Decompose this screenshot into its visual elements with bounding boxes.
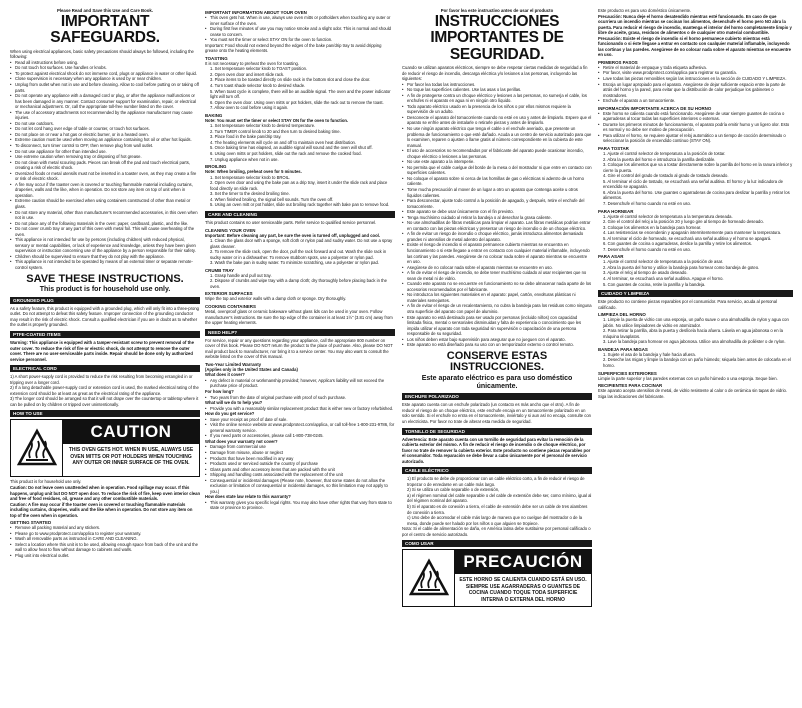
- how-to-use-heading: HOW TO USE: [10, 410, 200, 417]
- safeguard-item: • Oversized foods or metal utensils must not be inserted in a toaster oven, as they may create a fire or risk of electric shock.: [10, 171, 200, 182]
- containers-paragraph: Metal, ovenproof glass or ceramic bakeware without glass lids can be used in your oven. Follow manufacturer's instructions. Be sure the top edge of the container is at least 1½" (3.81 cm) away from the upper heating elements.: [205, 308, 393, 326]
- safeguard-item: • Children should be supervised to ensure that they do not play with the appliance.: [10, 254, 200, 260]
- save-instructions-title: SAVE THESE INSTRUCTIONS.: [26, 272, 184, 285]
- warranty-title: Two-Year Limited Warranty: [205, 361, 262, 367]
- toasting-step: 2. Open oven door and insert slide rack.: [210, 71, 285, 77]
- baking-step: 1. Set temperature selector knob to desired temperature.: [210, 123, 316, 129]
- warranty-question: What will we do to help you?: [205, 400, 263, 406]
- getting-started-title: GETTING STARTED: [10, 520, 52, 526]
- spanish-read-note: Por favor lea este instructivo antes de usar el producto: [440, 8, 554, 13]
- toasting-title: TOASTING: [205, 55, 228, 61]
- spanish-clean-step: 1. Limpie la puerta de vidrio con una esponja, un paño suave o una almohadilla de nylon y agua con jabón. No utilice limpiadores de vidrio en atomizador.: [603, 317, 789, 328]
- baking-step: 7. Unplug appliance when not in use.: [210, 156, 279, 162]
- toasting-step: 6. Open the oven door. Using oven mitts or pot holders, slide the rack out to remove the toast.: [210, 99, 384, 105]
- spanish-safeguards-column: [402, 8, 592, 703]
- spanish-broil-step: 2. Abra la puerta del horno y utilice la bandeja para hornear como bandeja de goteo.: [603, 264, 760, 270]
- safeguard-item: • Extreme caution should be exercised when using containers constructed of other than metal or glass.: [10, 198, 200, 209]
- containers-title: COOKING CONTAINERS: [205, 303, 256, 309]
- spanish-first-step: • Retire el material de empaque y toda etiqueta adhesiva.: [598, 65, 793, 71]
- toasting-step: 3. Place items to be toasted directly on slide rack in the bottom slot and close the door.: [210, 77, 371, 83]
- baking-step: 2. Turn TIMER control knob to 20 and then turn to desired baking time.: [210, 128, 341, 134]
- spanish-safeguard-item: • Para desconectar, ajuste todo control a la posición de apagado, y después, retire el enchufe del tomacorriente.: [402, 198, 592, 209]
- warranty-exclusion: • Products that have been modified in any way: [205, 456, 395, 462]
- spanish-first-step: • Enchufe el aparato a un tomacorriente.: [598, 98, 793, 104]
- spanish-tray-step: 1. Sujete el asa de la bandeja y hale hacia afuera.: [603, 351, 696, 357]
- crumb-tray-step: 1. Grasp handle and pull out tray.: [210, 272, 272, 278]
- spanish-broil-step: 4. Al terminar, se escuchará una señal auditiva. Apague el horno.: [603, 275, 724, 281]
- baking-steps: [205, 123, 395, 162]
- cleaning-step: 1. Clean the glass door with a sponge, soft cloth or nylon pad and sudsy water. Do not use a spray glass cleaner.: [210, 238, 393, 249]
- spanish-first-step: • Escoja un lugar apropiado para el aparato. Asegúrese de dejar suficiente espacio entre la parte de atrás del horno y la pared, para evitar que la distribución de calor perjudique los gabinetes o mostradores.: [598, 82, 793, 99]
- safeguards-title: IMPORTANT SAFEGUARDS.: [50, 13, 160, 47]
- cord-text-1: 1) A short power-supply cord is provided to reduce the risk resulting from becoming entangled in or tripping over a longer cord.: [10, 374, 193, 385]
- important-info-paragraph: Important: Food should not extend beyond the edges of the bake pan/drip tray to avoid dripping grease onto the heating elements.: [205, 42, 382, 54]
- spanish-cord-step: c) Uno debe de acomodar el cable más largo de manera que no cuelgue del mostrador o de la mesa, donde puede ser halado por los niños o que alguien se tropiece.: [407, 515, 583, 526]
- safeguard-item: • Do not use outdoors.: [10, 121, 200, 127]
- spanish-safeguard-item: • Desconecte el aparato del tomacorriente cuando no esté en uso y antes de limpiarlo. Espere que el aparato se enfríe antes de instalarle o retirarle piezas y antes de limpiarlo.: [402, 115, 592, 126]
- spanish-tray-title: BANDEJA PARA MIGAS: [598, 346, 648, 352]
- toasting-step: 5. When toast cycle is complete, there will be an audible signal. The oven and the power indicator light will turn off.: [210, 88, 391, 100]
- spanish-household-line: Este producto es para uso doméstico únicamente.: [598, 8, 692, 13]
- important-info-item: • This oven gets hot. When in use, always use oven mitts or potholders when touching any outer or inner surface of the oven.: [205, 15, 395, 26]
- cleaning-steps: [205, 238, 395, 266]
- spanish-safeguard-item: • Asegúrese de no colocar nada sobre el aparato mientras se encuentre en uso.: [402, 265, 592, 271]
- spanish-info-item: • Durante los primeros minutos de funcionamiento, el aparato podría emitir humo y un ligero olor. Esto es normal y no debe ser motivo de preocupación.: [598, 122, 793, 133]
- spanish-tray-step: 2. Deseche las migas y limpie la bandeja con un paño húmedo; séquela bien antes de colocarla en el horno.: [603, 357, 791, 368]
- spanish-cord-heading: CABLE ELÉCTRICO: [402, 467, 592, 474]
- safeguard-item: • Do not place on or near a hot gas or electric burner, or in a heated oven.: [10, 132, 200, 138]
- important-info-item: • During first few minutes of use you may notice smoke and a slight odor. This is normal and should cease to concern.: [205, 26, 395, 37]
- spanish-safeguard-item: • Tenga muchísimo cuidado al retirar la bandeja o al desechar la grasa caliente.: [402, 215, 592, 221]
- cleaning-step: 3. Wash the bake pan in sudsy water. To minimize scratching, use a polyester or nylon pad.: [210, 260, 379, 266]
- grounded-plug-text: As a safety feature, this product is equipped with a grounded plug, which will only fit into a three-prong outlet. Do not attempt to defeat this safety feature. Improper connection of the grounding conductor may result in the risk of electric shock. Consult a qualified electrician if you are in doubt as to whether the outlet is properly grounded.: [10, 305, 200, 328]
- warranty-answer: • Two years from the date of original purchase with proof of such purchase.: [205, 395, 395, 401]
- english-usage-column: [205, 8, 395, 703]
- spanish-toast-step: 2. Abra la puerta del horno e introduzca la parrilla deslizable.: [603, 156, 716, 162]
- spanish-safeguards-list: [402, 82, 592, 348]
- broiling-step: 2. Open oven door and using the bake pan as a drip tray, insert it under the slide rack and place food directly on slide rack.: [210, 180, 388, 191]
- spanish-plug-heading: ENCHUFE POLARIZADO: [402, 393, 592, 400]
- spanish-safeguard-item: • A fin de protegerse contra un choque eléctrico y lesiones a las personas, no sumerja el cable, los enchufes ni el aparato en agua ni en ningún otro líquido.: [402, 93, 592, 104]
- read-note: Please Read and Save this Use and Care Book.: [56, 8, 153, 13]
- spanish-bake-step: 3. Coloque los alimentos en la bandeja para hornear.: [603, 224, 702, 230]
- warranty-question: What does it cover?: [205, 372, 245, 378]
- spanish-cord-steps: [402, 476, 592, 526]
- spanish-broil-step: 3. Ajuste el reloj al tiempo de asado deseado.: [603, 270, 688, 276]
- spanish-info-item: • Este horno se calienta cuando está funcionando. Asegúrese de usar siempre guantes de cocina o agarraderas al tocar todas las superficies interiores o externas.: [598, 111, 793, 122]
- safeguard-item: • The use of accessory attachments not recommended by the appliance manufacturer may cause injuries.: [10, 110, 200, 121]
- broiling-step: 5. Using an oven mitt or pot holder, slide out broiling rack together with bake pan to remove food.: [210, 202, 390, 208]
- cord-text-3: 3) The longer cord should be arranged so that it will not drape over the countertop or tabletop where it can be pulled on by children or tripped over unintentionally.: [10, 396, 199, 407]
- warranty-answer: • This warranty gives you specific legal rights. You may also have other rights that vary from state to state or province to province.: [205, 500, 395, 511]
- cleaning-title: CLEANING YOUR OVEN: [205, 227, 256, 233]
- spanish-caution-title: PRECAUCIÓN: [455, 550, 591, 574]
- english-safeguards-column: [10, 8, 200, 703]
- need-help-heading: NEED HELP?: [205, 329, 395, 336]
- broiling-step: 1. Set temperature selector knob to BROIL.: [210, 174, 291, 180]
- electrical-cord-heading: ELECTRICAL CORD: [10, 365, 200, 372]
- spanish-containers-paragraph: Este aparato acepta utensilios de metal, de vidrio resistente al calor o de cerámica sin tapas de vidrio. Siga las indicaciones del fabricante.: [598, 388, 788, 399]
- baking-step: 5. Once baking time has elapsed, an audible signal will sound and the oven will shut off.: [210, 145, 373, 151]
- warranty-answer: • Any defect in material or workmanship provided; however, Applica's liability will not exceed the purchase price of product.: [205, 378, 395, 389]
- spanish-caution-box: [402, 549, 592, 607]
- warranty-exclusion: • Damage from misuse, abuse or neglect: [205, 450, 395, 456]
- care-cleaning-heading: CARE AND CLEANING: [205, 211, 395, 218]
- spanish-clean-title: LIMPIEZA DEL HORNO: [598, 312, 646, 318]
- getting-started-item: • Select a location where this unit is to be used, allowing enough space from back of the unit and the wall to allow heat to flow without damage to cabinets and walls.: [10, 542, 200, 553]
- spanish-safeguard-item: • A fin de evitar el riesgo de un recalentamiento, no cubra la bandeja para los residuos como ninguna otra superficie del aparato con papel de aluminio.: [402, 303, 592, 314]
- caution-paragraph-2: Caution: A fire may occur if the toaster oven is covered or touching flammable materials including curtains, draperies, walls and the like when in operation. Do not store any item on top of the oven when in operation.: [10, 501, 193, 518]
- warranty-exclusion: • Damage from commercial use: [205, 444, 395, 450]
- spanish-first-steps-title: PRIMEROS PASOS: [598, 59, 638, 65]
- warranty-exclusion: • Glass parts and other accessory items that are packed with the unit: [205, 467, 395, 473]
- warranty-service-item: • If you need parts or accessories, please call 1-800-738-0245.: [205, 433, 395, 439]
- spanish-bake-step: 5. Al terminar el ciclo de horneado, se escuchará una señal auditiva y el horno se apagará.: [603, 235, 772, 241]
- spanish-care-paragraph: Este producto no contiene piezas reparables por el consumidor. Para servicio, acuda al personal calificado.: [598, 299, 778, 310]
- safeguard-item: • This appliance is not intended for use by persons (including children) with reduced physical, sensory or mental capabilities, or lack of experience and knowledge, unless they have been given supervision or instruction concerning use of the appliance by a person responsible for their safety.: [10, 237, 200, 254]
- toasting-paragraph: It is not necessary to preheat the oven for toasting.: [205, 60, 300, 66]
- ptfe-text: Warning: This appliance is equipped with a tamper-resistant screw to prevent removal of the outer cover. To reduce the risk of fire or electric shock, do not attempt to remove the outer cover. There are no user-serviceable parts inside. Repair should be done only by authorized service personnel.: [10, 339, 194, 362]
- spanish-safeguard-item: • No introduzca los siguientes materiales en el aparato: papel, cartón, envolturas plásticas ni materiales semejantes.: [402, 292, 592, 303]
- spanish-exterior-paragraph: Limpie la parte superior y las paredes externas con un paño húmedo o una esponja. Seque bien.: [598, 375, 778, 381]
- spanish-exterior-title: SUPERFICIES EXTERIORES: [598, 370, 657, 376]
- spanish-cord-note: Nota: Si el cable de alimentación se daña, en América latina debe sustituirse por personal calificado o por el centro de servicio autorizado.: [402, 526, 591, 537]
- spanish-howto-heading: COMO USAR: [402, 540, 592, 547]
- baking-title: BAKING: [205, 112, 223, 118]
- spanish-containers-title: RECIPIENTES PARA COCINAR: [598, 383, 663, 389]
- safeguard-item: • A fire may occur if the toaster oven is covered or touching flammable material including curtains, draperies, walls and the like, when in operation. Do not store any item on top of unit when in operation.: [10, 182, 200, 199]
- howto-household: This product is for household use only.: [10, 479, 82, 485]
- warranty-exclusion: • Consequential or incidental damages (Please note, however, that some states do not allow the exclusion or limitation of consequential or incidental damages, so this limitation may not apply to you.): [205, 478, 395, 495]
- spanish-cord-step: a) el régimen nominal del cable separable o del cable de extensión debe ser, como mínimo, igual al del régimen nominal del aparato.: [407, 492, 592, 504]
- spanish-first-step: • Por favor, visite www.prodprotect.com/applica para registrar su garantía.: [598, 70, 793, 76]
- cleaning-paragraph: Important: Before cleaning any part, be sure the oven is turned off, unplugged and cool.: [205, 232, 380, 238]
- spanish-safeguard-item: • Por favor lea todas las instrucciones.: [402, 82, 592, 88]
- spanish-bake-step: 6. Con guantes de cocina o agarraderas, deslice la parrilla y retire los alimentos.: [603, 241, 752, 247]
- ptfe-heading: PTFE-COATED ITEMS: [10, 331, 200, 338]
- safeguard-item: • To disconnect, turn timer control to OFF, then remove plug from wall outlet.: [10, 143, 200, 149]
- warranty-exclusion: • Shipping and handling costs associated with the replacement of the unit: [205, 472, 395, 478]
- spanish-safeguard-item: • Todo aparato eléctrico usado en la presencia de los niños o por ellos mismos requiere la supervisión de un adulto.: [402, 104, 592, 115]
- safeguard-item: • Do not clean with metal scouring pads. Pieces can break off the pad and touch electrical parts, creating a risk of electric shock.: [10, 160, 200, 171]
- broiling-steps: [205, 175, 395, 208]
- warranty-service-item: • Save your receipt as proof of date of sale.: [205, 417, 395, 423]
- toasting-step: 4. Turn toast shade selector knob to desired shade.: [210, 83, 306, 89]
- spanish-cord-step: 1) El producto se debe de proporcionar con un cable eléctrico corto, a fin de reducir el riesgo de tropezar o de enredarse en un cable más largo.: [407, 476, 585, 487]
- safeguard-item: • Unplug from outlet when not in use and before cleaning. Allow to cool before putting on or taking off parts.: [10, 82, 200, 93]
- spanish-cord-step: 2) Si se utiliza un cable separable o de extensión,: [407, 487, 500, 493]
- broiling-note: Note: When broiling, preheat oven for 5 minutes.: [205, 169, 302, 175]
- spanish-cord-step: b) Si el aparato es de conexión a tierra, el cable de extensión debe ser un cable de tres alambres de conexión a tierra.: [407, 503, 588, 515]
- safeguard-item: • This appliance is not intended to be operated by means of an external timer or separate remote-control system.: [10, 259, 200, 270]
- hot-surface-icon: [403, 550, 455, 606]
- exterior-paragraph: Wipe the top and exterior walls with a damp cloth or sponge. Dry thoroughly.: [205, 296, 347, 302]
- spanish-safeguard-item: • No coloque el aparato sobre ni cerca de las hornillas de gas o eléctricas ni adentro de un horno caliente.: [402, 176, 592, 187]
- warranty-answer: • Provide you with a reasonably similar replacement product that is either new or factory refurbished.: [205, 406, 395, 412]
- warranty-service-item: • Visit the online service website at www.prodprotect.com/applica, or call toll-free 1-800-231-9786, for general warranty service.: [205, 422, 395, 433]
- spanish-safeguard-item: • No use almohadillas de fibras metálicas para limpiar el aparato. Las fibras metálicas podrían entrar en contacto con las piezas eléctricas y presentar un riesgo de incendio o de un choque eléctrico.: [402, 220, 592, 231]
- safeguard-item: • Do not let cord hang over edge of table or counter, or touch hot surfaces.: [10, 126, 200, 132]
- safeguard-item: • Do not store any material, other than manufacturer's recommended accessories, in this oven when not in use.: [10, 210, 200, 221]
- spanish-safeguard-item: • Cuando este aparato no se encuentre en funcionamiento no se debe almacenar nada aparte de los accesorios recomendados por el fabricante.: [402, 281, 592, 292]
- household-use-note: This product is for household use only.: [39, 286, 171, 294]
- spanish-safeguard-item: • No permita que el cable cuelgue del borde de la mesa o del mostrador ni que entre en contacto con superficies calientes.: [402, 165, 592, 176]
- toasting-step: 1. Set temperature selector knob to TOAST position.: [210, 66, 308, 72]
- spanish-safeguard-item: • Los niños deben estar bajo supervisión para asegurar que no jueguen con el aparato.: [402, 337, 592, 343]
- getting-started-item: • Please go to www.prodprotect.com/applica to register your warranty.: [10, 531, 200, 537]
- crumb-tray-title: CRUMB TRAY: [205, 267, 235, 273]
- safeguard-item: • Do not touch hot surfaces. Use handles or knobs.: [10, 65, 200, 71]
- baking-step: 6. Using oven mitts or pot holders, slide out the rack and remove the cooked food.: [210, 151, 362, 157]
- spanish-safeguard-item: • El uso de accesorios no recomendados por el fabricante del aparato puede ocasionar incendio, choque eléctrico o lesiones a las personas.: [402, 148, 592, 159]
- warranty-question: What does your warranty not cover?: [205, 438, 278, 444]
- spanish-plug-text: Este aparato cuenta con un enchufe polarizado (un contacto es más ancho que el otro). A fin de reducir el riesgo de un choque eléctrico, este enchufe encaja en un tomacorriente polarizado en un solo sentido. Si el enchufe no entra en el tomacorriente, inviértalo y si aun así no encaja, consulte con un electricista. Por favor no trate de alterar esta medida de seguridad.: [402, 402, 592, 424]
- warranty-question: For how long?: [205, 388, 234, 394]
- warranty-question: How does state law relate to this warranty?: [205, 494, 291, 500]
- spanish-safeguard-item: • Existe el riesgo de incendio si el aparato permanece cubierto mientras se encuentra en funcionamiento o si este llegase a entrar en contacto con cualquier material inflamable, incluyendo las cortinas y las paredes. Asegúrese de no colocar nada sobre el aparato mientras se encuentre en uso.: [402, 242, 592, 264]
- spanish-bake-step: 1. Ajuste el control selector de temperatura a la temperatura deseada.: [603, 213, 733, 219]
- crumb-tray-step: 2. Dispose of crumbs and wipe tray with a damp cloth; dry thoroughly before placing back in the oven.: [210, 278, 387, 289]
- spanish-safeguard-item: • No use ningún aparato eléctrico que tenga el cable o el enchufe averiado, que presente un problema de funcionamiento o que esté dañado. Acuda a un centro de servicio autorizado para que lo examinen, reparen o ajusten o llame gratis al número correspondiente en la cubierta de este manual.: [402, 126, 592, 148]
- safeguard-item: • Use extreme caution when removing tray or disposing of hot grease.: [10, 154, 200, 160]
- safeguard-item: • Read all instructions before using.: [10, 60, 200, 66]
- need-help-paragraph: For service, repair or any questions regarding your appliance, call the appropriate 800 number on cover of this book. Please DO NOT return the product to the place of purchase. Also, please DO NOT mail product back to manufacturer, nor bring it to a service center. You may also want to consult the website listed on the cover of this manual.: [205, 337, 393, 360]
- spanish-first-step: • Lave todas las piezas removibles según las instrucciones en la sección de CUIDADO Y LIMPIEZA.: [598, 76, 793, 82]
- spanish-safeguard-item: • No use este aparato a la intemperie.: [402, 159, 592, 165]
- spanish-toast-step: 6. Abra la puerta del horno. Use guantes o agarraderas de cocina para deslizar la parrilla y retirar los alimentos.: [603, 189, 790, 201]
- spanish-safeguard-item: • A fin de evitar el riesgo de incendio, se debe tener muchísimo cuidado al usar recipientes que no sean de metal ni de vidrio.: [402, 270, 592, 281]
- broiling-step: 4. When finished broiling, the signal bell sounds. Turn the oven off.: [210, 196, 334, 202]
- toasting-steps: [205, 66, 395, 110]
- getting-started-item: • Remove all packing material and any stickers.: [10, 525, 200, 531]
- important-info-list: [205, 15, 395, 43]
- important-info-title: IMPORTANT INFORMATION ABOUT YOUR OVEN: [205, 10, 307, 15]
- broiling-title: BROILING: [205, 164, 227, 170]
- spanish-clean-step: 3. Lave la bandeja para hornear en agua jabonosa. Utilice una almohadilla de poliéster o de nylon.: [603, 339, 786, 345]
- spanish-safeguard-item: • Tome mucha precaución al mover de un lugar a otro un aparato que contenga aceite u otros líquidos calientes.: [402, 187, 592, 198]
- spanish-info-item: • Para utilizar el horno, se requiere ajustar el reloj automático a un tiempo de cocción determinado o seleccionar la posición de encendido continuo (STAY ON).: [598, 133, 793, 144]
- spanish-care-heading: CUIDADO Y LIMPIEZA: [598, 290, 793, 297]
- spanish-safeguard-item: • Este aparato se debe usar únicamente con el fin previsto.: [402, 209, 592, 215]
- care-paragraph: This product contains no user serviceable parts. Refer service to qualified service personnel.: [205, 219, 377, 225]
- getting-started-item: • Wash all removable parts as instructed in CARE AND CLEANING.: [10, 536, 200, 542]
- caution-box: [10, 419, 200, 477]
- getting-started-list: [10, 525, 200, 558]
- spanish-bake-step: 4. Las resistencias se encenderán y apagarán intermitentemente para mantener la temperatura.: [603, 230, 782, 236]
- spanish-bake-title: PARA HORNEAR: [598, 208, 634, 214]
- safeguards-list: [10, 60, 200, 271]
- spanish-info-title: INFORMACIÓN IMPORTANTE ACERCA DE SU HORNO: [598, 105, 712, 111]
- spanish-intro: Cuando se utilizan aparatos eléctricos, siempre se debe respetar ciertas medidas de seguridad a fin de reducir el riesgo de incendio, descarga eléctrica y/o lesiones a las personas, incluyendo las siguientes:: [402, 64, 588, 82]
- cleaning-step: 2. To remove the slide rack, open the door, pull the rack forward and out. Wash the slide rack in sudsy water or in a dishwasher. To remove stubborn spots, use a polyester or nylon pad.: [210, 249, 387, 260]
- spanish-toast-step: 7. Desenchufe el horno cuando no esté en uso.: [603, 200, 692, 206]
- important-info-item: • You must set the timer or select STAY ON for the oven to function.: [205, 37, 395, 43]
- spanish-safeguards-title: INSTRUCCIONES IMPORTANTES DE SEGURIDAD.: [430, 13, 564, 63]
- safeguard-item: • To protect against electrical shock do not immerse cord, plugs or appliance in water or other liquid.: [10, 71, 200, 77]
- spanish-screw-text: Advertencia: Este aparato cuenta con un tornillo de seguridad para evitar la remoción de la cubierta exterior del mismo. A fin de reducir el riesgo de incendio o de choque eléctrico, por favor no trate de remover la cubierta exterior. Este producto no contiene piezas reparables por el consumidor. Toda reparación se debe llevar a cabo únicamente por el personal de servicio autorizado.: [402, 436, 591, 464]
- crumb-tray-steps: [205, 273, 395, 290]
- spanish-safeguard-item: • Este aparato no está destinado para ser usado por personas (incluido niños) con capacidad limitada física, mental o sensoriales disminuidas y falta de experiencia o conocimiento que les impida utilizar el aparato con toda seguridad sin supervisión o capacitación de una persona responsable de su seguridad.: [402, 315, 592, 337]
- exterior-title: EXTERIOR SURFACES: [205, 291, 253, 297]
- spanish-bake-step: 7. Desenchufe el horno cuando no esté en uso.: [603, 246, 692, 252]
- spanish-caution-body: ESTE HORNO SE CALIENTA CUANDO ESTÁ EN USO. SIEMPRE USE AGARRADERAS O GUANTES DE COCINA CUANDO TOQUE TODA SUPERFICIE INTERNA O EXTERNA DEL HORNO: [459, 577, 587, 603]
- safeguard-item: • Extreme caution must be used when moving an appliance containing hot oil or other hot liquids.: [10, 137, 200, 143]
- spanish-bake-step: 2. Gire el control del reloj a la posición 20 y luego gire al tiempo de horneado deseado.: [603, 219, 764, 225]
- safeguard-item: • Close supervision is necessary when any appliance is used by or near children.: [10, 76, 200, 82]
- cord-text-2: 2) If a long detachable power-supply cord or extension cord is used, the marked electrical rating of the extension cord should be at least as great as the electrical rating of the appliance.: [10, 385, 199, 396]
- broiling-step: 3. Set the timer to the desired broiling time.: [210, 191, 290, 197]
- spanish-broil-step: 1. Ajuste el control selector de temperatura a la posición de asar.: [603, 259, 724, 265]
- spanish-broil-title: PARA ASAR: [598, 254, 624, 260]
- warranty-subtitle: (Applies only in the United States and Canada): [205, 366, 298, 372]
- baking-step: 4. The heating elements will cycle on and off to maintain oven heat distribution.: [210, 139, 357, 145]
- spanish-toast-step: 4. Gire el control del grado de tostado al grado de tostado deseado.: [603, 173, 729, 179]
- spanish-safeguard-item: • Este aparato no está diseñado para su uso con un temporizador externo o control remoto.: [402, 342, 592, 348]
- caution-title: CAUTION: [63, 420, 199, 444]
- safeguard-item: • Do not operate any appliance with a damaged cord or plug, or after the appliance malfunctions or has been damaged in any manner. Contact consumer support for examination, repair, or electrical or mechanical adjustment. Or, call the appropriate toll-free number listed on the cover.: [10, 93, 200, 110]
- warranty-question: How do you get service?: [205, 411, 255, 417]
- spanish-safeguard-item: • No toque las superficies calientes. Use las asas o las perillas.: [402, 87, 592, 93]
- safeguard-item: • Do not cover crumb tray or any part of this oven with metal foil. This will cause overheating of the oven.: [10, 226, 200, 237]
- spanish-toast-step: 5. Al terminar el ciclo de tostado, se escuchará una señal auditiva. El horno y la luz indicadora de encendido se apagarán.: [603, 178, 783, 190]
- spanish-toast-step: 3. Coloque los alimentos que va a tostar directamente sobre la parrilla del horno en la ranura inferior y cierre la puerta.: [603, 162, 793, 173]
- safeguard-item: • Do not use appliance for other than intended use.: [10, 149, 200, 155]
- hot-surface-icon: [11, 420, 63, 476]
- spanish-caution-paragraph: Precaución: Nunca deje el horno desatendido mientras esté funcionando. En caso de que ocurriera un incendio mientras se cocinan los alimentos, desenchufe el horno pero NO abra la puerta. Para reducir el riesgo de incendio, mantenga el interior del horno completamente limpio y libre de aceite, grasa, residuos de alimentos o de cualquier otro material combustible.: [598, 13, 792, 36]
- spanish-usage-column: [598, 8, 793, 703]
- spanish-toast-step: 1. Ajuste el control selector de temperatura a la posición de tostar.: [603, 151, 726, 157]
- spanish-safeguard-item: • A fin de evitar un riesgo de incendio o choque eléctrico, jamás introduzca alimentos demasiado grandes ni utensilios de metal adentro del aparato.: [402, 231, 592, 242]
- spanish-caution-paragraph: Precaución: Existe el riesgo de incendio si el horno permanece cubierto mientras está funcionando o si éste llegase a entrar en contacto con cualquier material inflamable, incluyendo las cortinas y las paredes. Asegúrese de no colocar nada sobre el aparato mientras se encuentre en uso.: [598, 35, 792, 58]
- toasting-step: 7. Allow oven to cool before using it again.: [210, 105, 289, 111]
- caution-paragraph-1: Caution: Do not leave oven unattended when in operation. Food spillage may occur. If this happens, unplug unit but DO NOT open door. To reduce the risk of fire, keep oven interior clean and free of food residues, oil, grease and any other combustible materials.: [10, 485, 200, 502]
- baking-note: Note: You must set the timer or select STAY ON for the oven to function.: [205, 117, 349, 123]
- safeguard-item: • Do not place any of the following materials in the oven: paper, cardboard, plastic, and the like.: [10, 221, 200, 227]
- baking-step: 3. Place food in the bake pan/drip tray.: [210, 134, 282, 140]
- spanish-screw-heading: TORNILLO DE SEGURIDAD: [402, 428, 592, 435]
- getting-started-item: • Plug unit into electrical outlet.: [10, 553, 200, 559]
- grounded-plug-heading: GROUNDED PLUG: [10, 297, 200, 304]
- safeguards-intro: When using electrical appliances, basic safety precautions should always be followed, including the following:: [10, 48, 194, 60]
- spanish-household-note: Este aparato eléctrico es para uso doméstico únicamente.: [421, 374, 573, 390]
- spanish-toast-title: PARA TOSTAR: [598, 146, 629, 152]
- spanish-save-title: CONSERVE ESTAS INSTRUCCIONES.: [446, 349, 548, 374]
- warranty-exclusion: • Products used or serviced outside the country of purchase: [205, 461, 395, 467]
- caution-body: THIS OVEN GETS HOT. WHEN IN USE, ALWAYS USE OVEN MITTS OR POT HOLDERS WHEN TOUCHING ANY OUTER OR INNER SURFACE OF THE OVEN.: [68, 447, 194, 467]
- spanish-broil-step: 5. Con guantes de cocina, retire la parrilla y la bandeja.: [603, 281, 706, 287]
- spanish-clean-step: 2. Para retirar la parrilla, abra la puerta y deslícela hacia afuera. Lávela en agua jabonosa o en la máquina lavaplatos.: [603, 328, 783, 339]
